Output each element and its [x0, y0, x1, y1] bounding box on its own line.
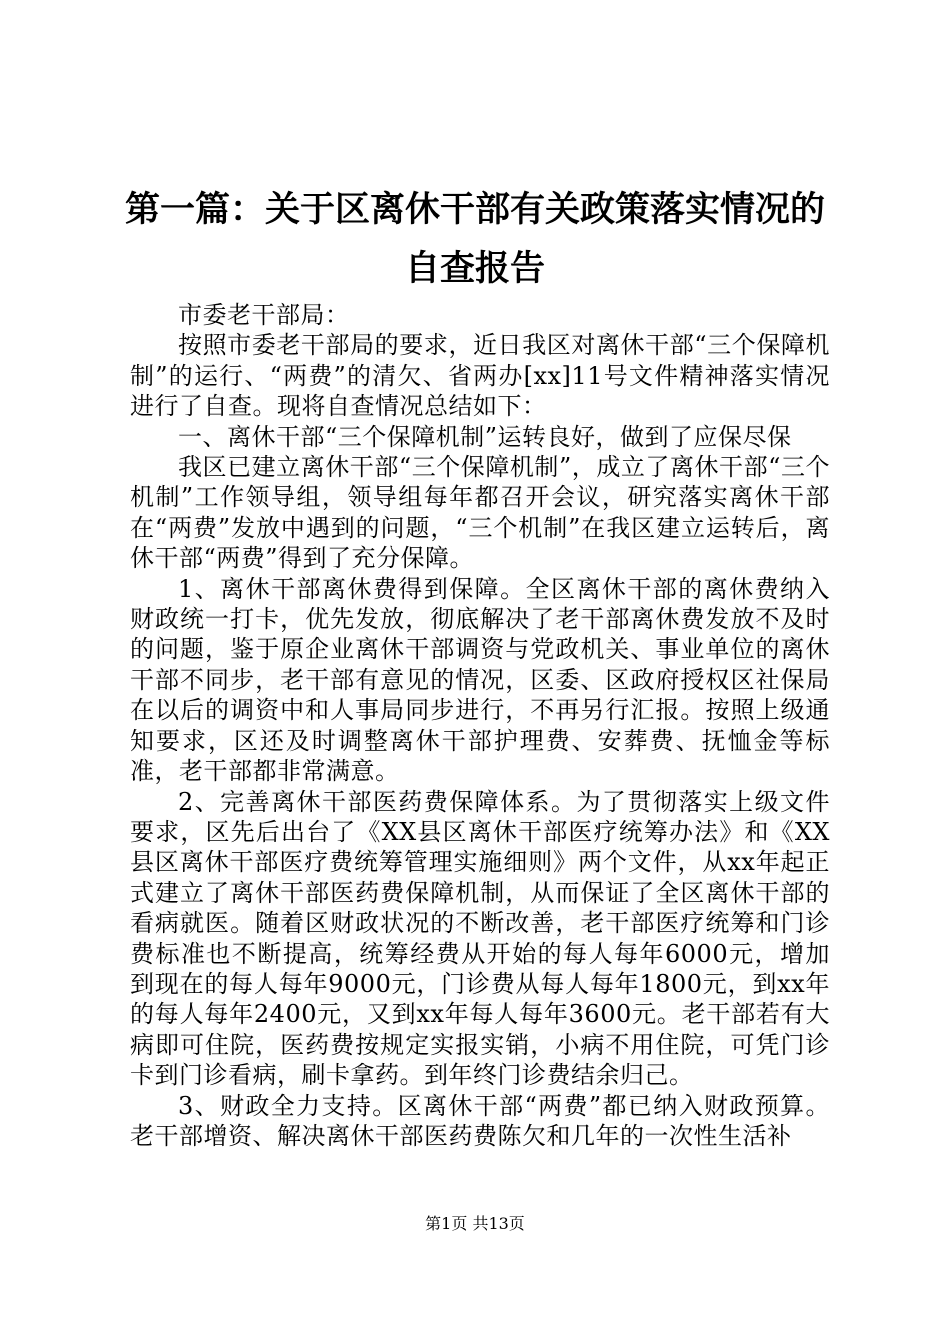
title-line-1: 第一篇：关于区离休干部有关政策落实情况的 — [124, 190, 825, 230]
paragraph-item-2: 2、完善离休干部医药费保障体系。为了贯彻落实上级文件要求，区先后出台了《XX县区离休干部医疗统筹办法》和《XX县区离休干部医疗费统筹管理实施细则》两个文件，从xx年起正式建立了离休干部医药费保障机制，从而保证了全区离休干部的看病就医。随着区财政状况的不断改善，老干部医疗统筹和门诊费标准也不断提高，统筹经费从开始的每人每年6000元，增加到现在的每人每年9000元，门诊费从每人每年1800元，到xx年的每人每年2400元，又到xx年每人每年3600元。老干部若有大病即可住院，医药费按规定实报实销，小病不用住院，可凭门诊卡到门诊看病，刷卡拿药。到年终门诊费结余归己。 — [130, 787, 830, 1090]
paragraph-item-1: 1、离休干部离休费得到保障。全区离休干部的离休费纳入财政统一打卡，优先发放，彻底解决了老干部离休费发放不及时的问题，鉴于原企业离休干部调资与党政机关、事业单位的离休干部不同步，老干部有意见的情况，区委、区政府授权区社保局在以后的调资中和人事局同步进行，不再另行汇报。按照上级通知要求，区还及时调整离休干部护理费、安葬费、抚恤金等标准，老干部都非常满意。 — [130, 574, 830, 786]
paragraph-mechanism: 我区已建立离休干部“三个保障机制”，成立了离休干部“三个机制”工作领导组，领导组每年都召开会议，研究落实离休干部在“两费”发放中遇到的问题，“三个机制”在我区建立运转后，离休干部“两费”得到了充分保障。 — [130, 453, 830, 573]
page-footer: 第1页 共13页 — [425, 1214, 525, 1233]
intro-paragraph: 按照市委老干部局的要求，近日我区对离休干部“三个保障机制”的运行、“两费”的清欠、省两办[xx]11号文件精神落实情况进行了自查。现将自查情况总结如下： — [130, 331, 830, 421]
salutation: 市委老干部局： — [178, 301, 350, 329]
paragraph-item-3: 3、财政全力支持。区离休干部“两费”都已纳入财政预算。老干部增资、解决离休干部医药费陈欠和几年的一次性生活补 — [130, 1091, 830, 1150]
title-line-2: 自查报告 — [404, 249, 545, 289]
section-heading-1: 一、离休干部“三个保障机制”运转良好，做到了应保尽保 — [178, 422, 792, 451]
report-body — [130, 300, 830, 1151]
